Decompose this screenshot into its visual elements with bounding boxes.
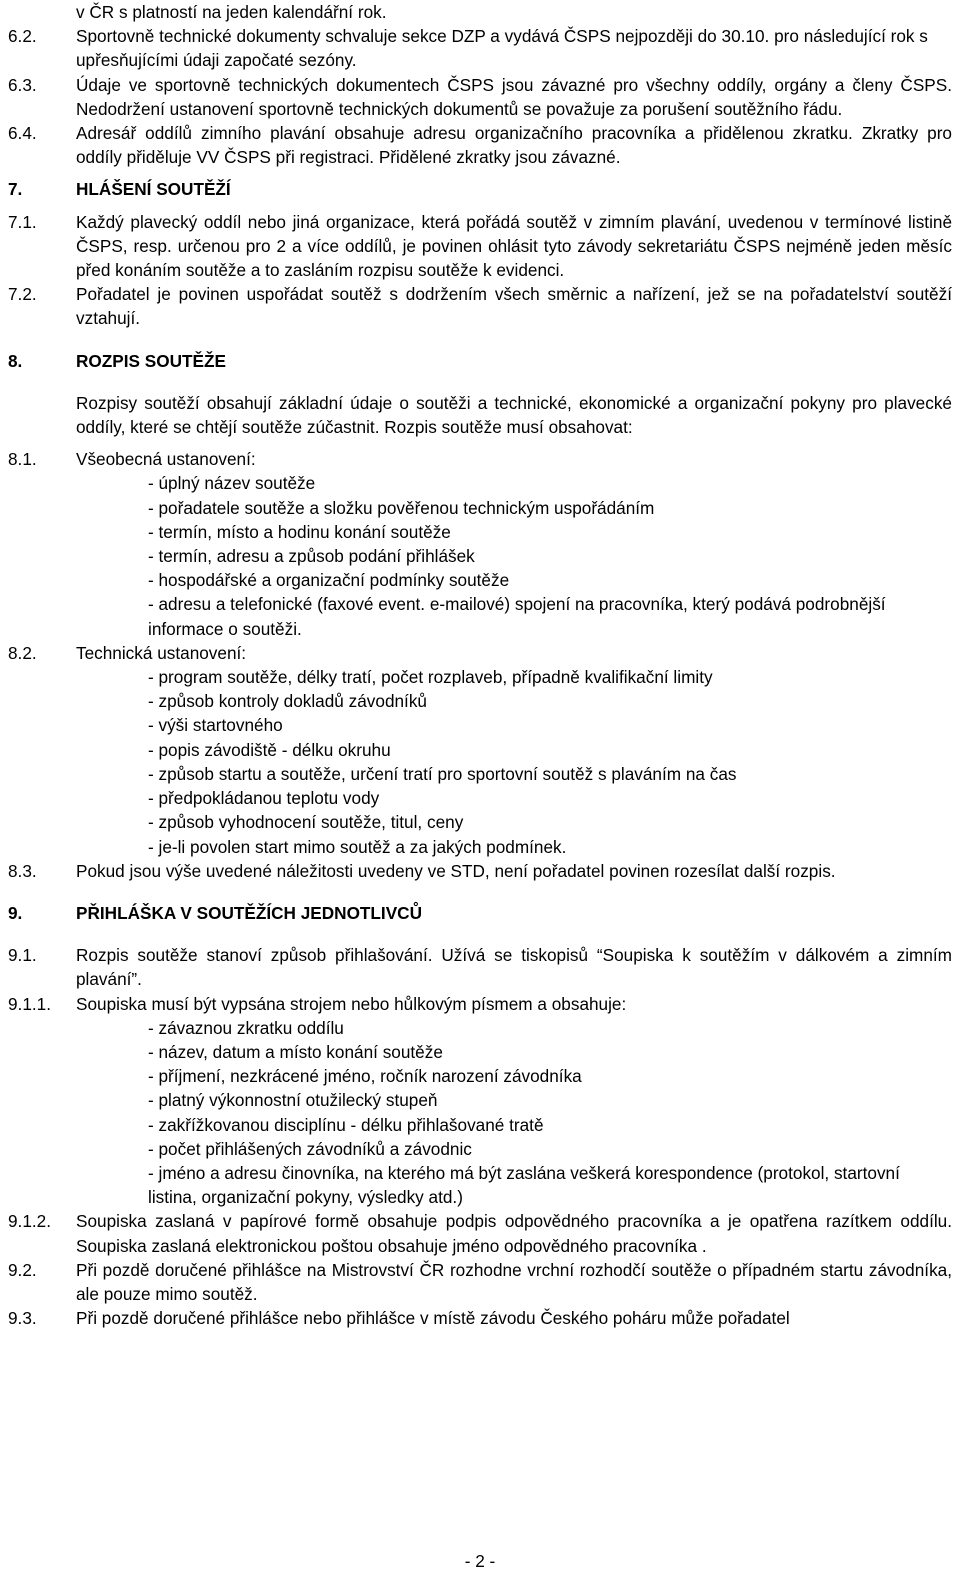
paragraph-6-3 bbox=[0, 73, 960, 121]
list-item: - je-li povolen start mimo soutěž a za jakých podmínek. bbox=[148, 836, 567, 857]
section-number: 9.1. bbox=[8, 945, 37, 966]
section-title: ROZPIS SOUTĚŽE bbox=[76, 350, 226, 371]
section-number: 7.1. bbox=[8, 211, 37, 232]
paragraph-text: Soupiska musí být vypsána strojem nebo hůlkovým písmem a obsahuje: bbox=[76, 993, 627, 1014]
list-item: - závaznou zkratku oddílu bbox=[148, 1017, 344, 1038]
list-item: - termín, adresu a způsob podání přihlášek bbox=[148, 546, 475, 567]
paragraph-6-2 bbox=[0, 24, 960, 72]
paragraph-text: Každý plavecký oddíl nebo jiná organizace, která pořádá soutěž v zimním plavání, uvedenou v termínové listině ČSPS, resp. určenou pro 2 a více oddílů, je povinen ohlásit tyto závody sekretariátu ČSPS nejméně jeden měsíc před konáním soutěže a to zasláním rozpisu soutěže k evidenci. bbox=[76, 211, 952, 281]
paragraph-text: Pokud jsou výše uvedené náležitosti uvedeny ve STD, není pořadatel povinen rozesílat další rozpis. bbox=[76, 860, 836, 881]
continuation-paragraph bbox=[0, 0, 960, 24]
paragraph-text: Adresář oddílů zimního plavání obsahuje adresu organizačního pracovníka a přidělenou zkratku. Zkratky pro oddíly přiděluje VV ČSPS při registraci. Přidělené zkratky jsou závazné. bbox=[76, 123, 952, 168]
paragraph-9-2 bbox=[0, 1258, 960, 1306]
intro-8 bbox=[0, 391, 960, 439]
list-item: - způsob kontroly dokladů závodníků bbox=[148, 691, 427, 712]
section-number: 9.1.2. bbox=[8, 1211, 52, 1232]
paragraph-8-2 bbox=[0, 641, 960, 665]
page-number: - 2 - bbox=[464, 1551, 496, 1571]
list-item: - platný výkonnostní otužilecký stupeň bbox=[148, 1090, 438, 1111]
section-heading-7 bbox=[0, 177, 960, 201]
section-number: 9. bbox=[8, 902, 23, 923]
paragraph-7-1 bbox=[0, 210, 960, 283]
list-item: - jméno a adresu činovníka, na kterého má být zaslána veškerá korespondence (protokol, startovní listina, organizační pokyny, výsledky atd.) bbox=[148, 1162, 900, 1208]
list-8-1 bbox=[0, 471, 960, 640]
section-number: 6.3. bbox=[8, 74, 37, 95]
section-heading-9 bbox=[0, 901, 960, 925]
list-item: - pořadatele soutěže a složku pověřenou technickým uspořádáním bbox=[148, 497, 655, 518]
paragraph-text: Technická ustanovení: bbox=[76, 642, 247, 663]
section-number: 9.1.1. bbox=[8, 993, 52, 1014]
paragraph-7-2 bbox=[0, 282, 960, 330]
section-number: 6.2. bbox=[8, 26, 37, 47]
paragraph-text: Údaje ve sportovně technických dokumentech ČSPS jsou závazné pro všechny oddíly, orgány a členy ČSPS. Nedodržení ustanovení sportovně technických dokumentů se považuje za porušení soutěžního řádu. bbox=[76, 74, 952, 119]
section-heading-8 bbox=[0, 349, 960, 373]
paragraph-8-3 bbox=[0, 859, 960, 883]
paragraph-text: v ČR s platností na jeden kalendářní rok. bbox=[76, 2, 387, 22]
list-item: - popis závodiště - délku okruhu bbox=[148, 739, 391, 760]
paragraph-9-1 bbox=[0, 943, 960, 991]
section-number: 9.2. bbox=[8, 1259, 37, 1280]
section-number: 9.3. bbox=[8, 1308, 37, 1329]
list-item: - způsob startu a soutěže, určení tratí pro sportovní soutěž s plaváním na čas bbox=[148, 763, 737, 784]
section-number: 7. bbox=[8, 179, 23, 200]
list-item: - program soutěže, délky tratí, počet rozplaveb, případně kvalifikační limity bbox=[148, 667, 713, 688]
list-item: - název, datum a místo konání soutěže bbox=[148, 1041, 443, 1062]
list-item: - výši startovného bbox=[148, 715, 283, 736]
list-item: - předpokládanou teplotu vody bbox=[148, 788, 380, 809]
paragraph-text: Soupiska zaslaná v papírové formě obsahuje podpis odpovědného pracovníka a je opatřena razítkem oddílu. Soupiska zaslaná elektronickou poštou obsahuje jméno odpovědného pracovníka . bbox=[76, 1211, 952, 1256]
paragraph-6-4 bbox=[0, 121, 960, 169]
section-number: 8.1. bbox=[8, 449, 37, 470]
list-item: - adresu a telefonické (faxové event. e-mailové) spojení na pracovníka, který podává podrobnější informace o soutěži. bbox=[148, 594, 886, 639]
paragraph-text: Všeobecná ustanovení: bbox=[76, 449, 256, 470]
section-number: 8.3. bbox=[8, 860, 37, 881]
paragraph-8-1 bbox=[0, 447, 960, 471]
paragraph-text: Při pozdě doručené přihlášce na Mistrovství ČR rozhodne vrchní rozhodčí soutěže o případném startu závodníka, ale pouze mimo soutěž. bbox=[76, 1259, 952, 1304]
list-item: - termín, místo a hodinu konání soutěže bbox=[148, 521, 451, 542]
paragraph-text: Sportovně technické dokumenty schvaluje sekce DZP a vydává ČSPS nejpozději do 30.10. pro následující rok s upřesňujícími údaji započaté sezóny. bbox=[76, 26, 928, 71]
list-9-1-1 bbox=[0, 1016, 960, 1210]
section-title: PŘIHLÁŠKA V SOUTĚŽÍCH JEDNOTLIVCŮ bbox=[76, 902, 422, 923]
section-number: 6.4. bbox=[8, 123, 37, 144]
paragraph-9-1-2 bbox=[0, 1209, 960, 1257]
list-item: - příjmení, nezkrácené jméno, ročník narození závodníka bbox=[148, 1066, 582, 1087]
list-8-2 bbox=[0, 665, 960, 859]
section-title: HLÁŠENÍ SOUTĚŽÍ bbox=[76, 179, 231, 200]
list-item: - zakřížkovanou disciplínu - délku přihlašované tratě bbox=[148, 1114, 544, 1135]
paragraph-text: Při pozdě doručené přihlášce nebo přihlášce v místě závodu Českého poháru může pořadatel bbox=[76, 1308, 790, 1329]
paragraph-text: Rozpis soutěže stanoví způsob přihlašování. Užívá se tiskopisů “Soupiska k soutěžím v dálkovém a zimním plavání”. bbox=[76, 945, 952, 990]
list-item: - způsob vyhodnocení soutěže, titul, ceny bbox=[148, 812, 464, 833]
paragraph-9-3 bbox=[0, 1306, 960, 1330]
section-number: 8. bbox=[8, 350, 23, 371]
paragraph-9-1-1 bbox=[0, 992, 960, 1016]
list-item: - hospodářské a organizační podmínky soutěže bbox=[148, 570, 510, 591]
list-item: - počet přihlášených závodníků a závodnic bbox=[148, 1138, 472, 1159]
paragraph-text: Pořadatel je povinen uspořádat soutěž s dodržením všech směrnic a nařízení, jež se na pořadatelství soutěží vztahují. bbox=[76, 284, 952, 329]
section-number: 7.2. bbox=[8, 284, 37, 305]
section-number: 8.2. bbox=[8, 642, 37, 663]
paragraph-text: Rozpisy soutěží obsahují základní údaje o soutěži a technické, ekonomické a organizační pokyny pro plavecké oddíly, které se chtějí soutěže zúčastnit. Rozpis soutěže musí obsahovat: bbox=[76, 392, 952, 438]
list-item: - úplný název soutěže bbox=[148, 473, 316, 494]
